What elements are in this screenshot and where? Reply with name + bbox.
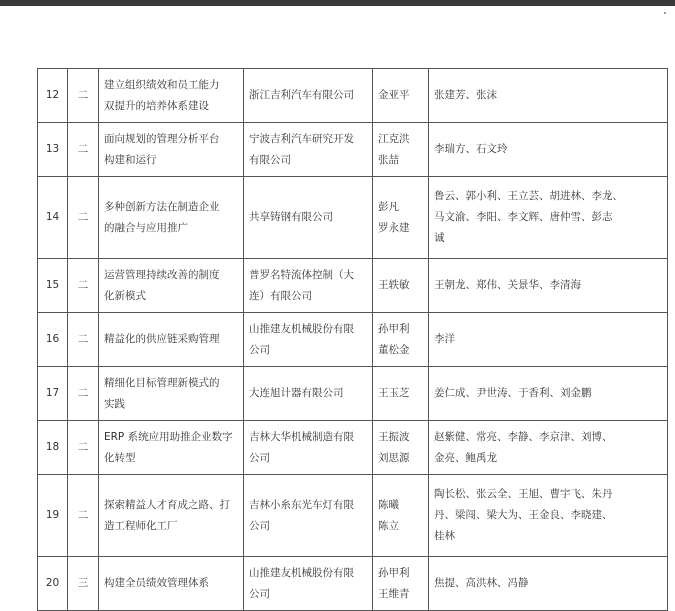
project-leader: 孙甲利 董松金	[373, 313, 429, 367]
award-level: 二	[68, 421, 99, 475]
project-leader: 孙甲利 王维青	[373, 557, 429, 611]
table-row	[38, 475, 668, 557]
team-members: 李瑞方、石文玲	[429, 123, 668, 177]
project-title: 面向规划的管理分析平台 构建和运行	[99, 123, 244, 177]
award-level: 二	[68, 123, 99, 177]
organization: 吉林大华机械制造有限 公司	[244, 421, 373, 475]
organization: 山推建友机械股份有限 公司	[244, 313, 373, 367]
project-leader: 王轶敏	[373, 259, 429, 313]
table-row	[38, 313, 668, 367]
organization: 宁波吉利汽车研究开发 有限公司	[244, 123, 373, 177]
project-leader: 彭凡 罗永建	[373, 177, 429, 259]
team-members: 王朝龙、郑伟、关景华、李清海	[429, 259, 668, 313]
project-title: 构建全员绩效管理体系	[99, 557, 244, 611]
table-row	[38, 557, 668, 611]
award-level: 二	[68, 177, 99, 259]
award-level: 二	[68, 69, 99, 123]
project-title: 多种创新方法在制造企业 的融合与应用推广	[99, 177, 244, 259]
table-row	[38, 421, 668, 475]
team-members: 焦提、高洪林、冯静	[429, 557, 668, 611]
table-row	[38, 69, 668, 123]
award-level: 三	[68, 557, 99, 611]
row-number: 17	[38, 367, 68, 421]
row-number: 12	[38, 69, 68, 123]
project-title: 精益化的供应链采购管理	[99, 313, 244, 367]
project-leader: 陈曦 陈立	[373, 475, 429, 557]
row-number: 19	[38, 475, 68, 557]
row-number: 13	[38, 123, 68, 177]
organization: 共享铸钢有限公司	[244, 177, 373, 259]
table-row	[38, 123, 668, 177]
row-number: 16	[38, 313, 68, 367]
project-title: 运营管理持续改善的制度 化新模式	[99, 259, 244, 313]
table-row	[38, 367, 668, 421]
team-members: 鲁云、郭小利、王立芸、胡进林、李龙、 马文渝、李阳、李文辉、唐仲雪、彭志 诚	[429, 177, 668, 259]
corner-mark	[664, 12, 666, 14]
organization: 吉林小糸东光车灯有限 公司	[244, 475, 373, 557]
project-leader: 王振波 刘思源	[373, 421, 429, 475]
organization: 普罗名特流体控制（大 连）有限公司	[244, 259, 373, 313]
team-members: 张建芳、张沫	[429, 69, 668, 123]
organization: 山推建友机械股份有限 公司	[244, 557, 373, 611]
team-members: 陶长松、张云全、王旭、曹宇飞、朱丹 丹、梁闯、梁大为、王金良、李晓建、 桂林	[429, 475, 668, 557]
award-level: 二	[68, 475, 99, 557]
award-level: 二	[68, 313, 99, 367]
project-title: 精细化目标管理新模式的 实践	[99, 367, 244, 421]
row-number: 15	[38, 259, 68, 313]
award-level: 二	[68, 367, 99, 421]
team-members: 赵紫健、常亮、李静、李京津、刘博、 金亮、鲍禹龙	[429, 421, 668, 475]
row-number: 20	[38, 557, 68, 611]
team-members: 李洋	[429, 313, 668, 367]
project-leader: 江克洪 张喆	[373, 123, 429, 177]
organization: 浙江吉利汽车有限公司	[244, 69, 373, 123]
project-title: 探索精益人才育成之路、打 造工程师化工厂	[99, 475, 244, 557]
table-row	[38, 177, 668, 259]
award-level: 二	[68, 259, 99, 313]
row-number: 18	[38, 421, 68, 475]
table-row	[38, 259, 668, 313]
row-number: 14	[38, 177, 68, 259]
team-members: 姜仁成、尹世涛、于香利、刘金鹏	[429, 367, 668, 421]
organization: 大连旭计器有限公司	[244, 367, 373, 421]
project-leader: 金亚平	[373, 69, 429, 123]
project-title: 建立组织绩效和员工能力 双提升的培养体系建设	[99, 69, 244, 123]
top-bar	[0, 0, 675, 6]
project-leader: 王玉芝	[373, 367, 429, 421]
project-title: ERP 系统应用助推企业数字 化转型	[99, 421, 244, 475]
awards-table	[37, 68, 668, 611]
